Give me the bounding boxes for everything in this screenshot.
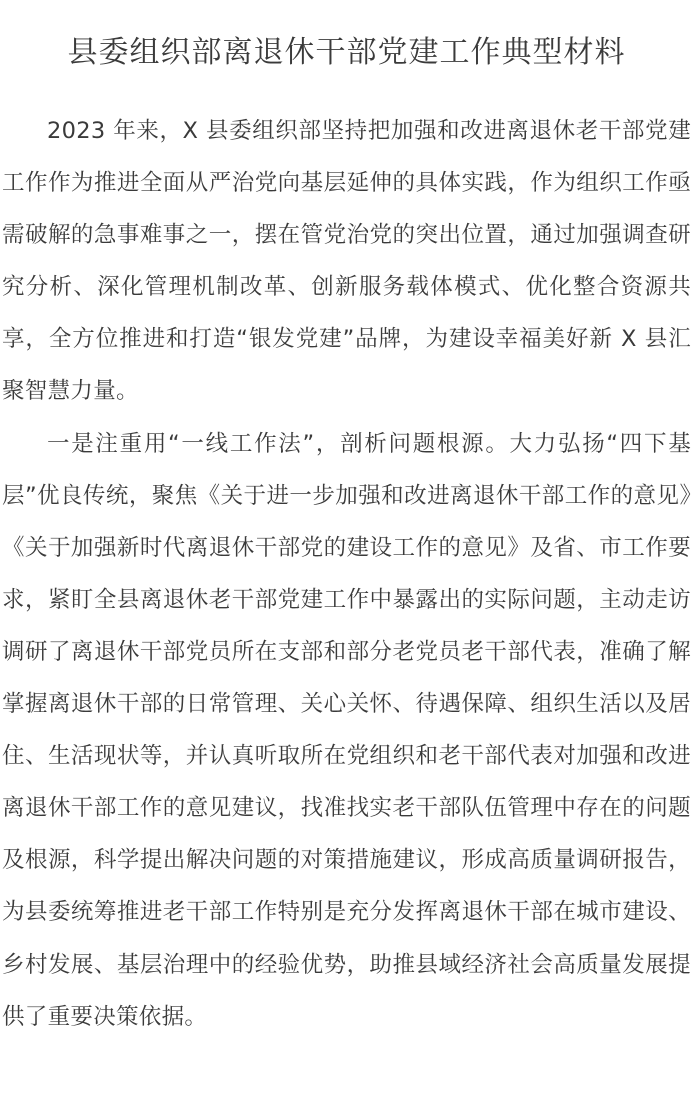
- paragraph-intro: 2023 年来，X 县委组织部坚持把加强和改进离退休老干部党建工作作为推进全面从严治党向基层延伸的具体实践，作为组织工作亟需破解的急事难事之一，摆在管党治党的突出位置，通过加强调查研究分析、深化管理机制改革、创新服务载体模式、优化整合资源共享，全方位推进和打造“银发党建”品牌，为建设幸福美好新 X 县汇聚智慧力量。: [2, 118, 691, 405]
- document-title: 县委组织部离退休干部党建工作典型材料: [67, 35, 626, 70]
- paragraph-point-one: 一是注重用“一线工作法”，剖析问题根源。大力弘扬“四下基层”优良传统，聚焦《关于进一步加强和改进离退休干部工作的意见》《关于加强新时代离退休干部党的建设工作的意见》及省、市工作要求，紧盯全县离退休老干部党建工作中暴露出的实际问题，主动走访调研了离退休干部党员所在支部和部分老党员老干部代表，准确了解掌握离退休干部的日常管理、关心关怀、待遇保障、组织生活以及居住、生活现状等，并认真听取所在党组织和老干部代表对加强和改进离退休干部工作的意见建议，找准找实老干部队伍管理中存在的问题及根源，科学提出解决问题的对策措施建议，形成高质量调研报告，为县委统筹推进老干部工作特别是充分发挥离退休干部在城市建设、乡村发展、基层治理中的经验优势，助推县域经济社会高质量发展提供了重要决策依据。: [2, 430, 691, 1030]
- document-body: [2, 105, 691, 1043]
